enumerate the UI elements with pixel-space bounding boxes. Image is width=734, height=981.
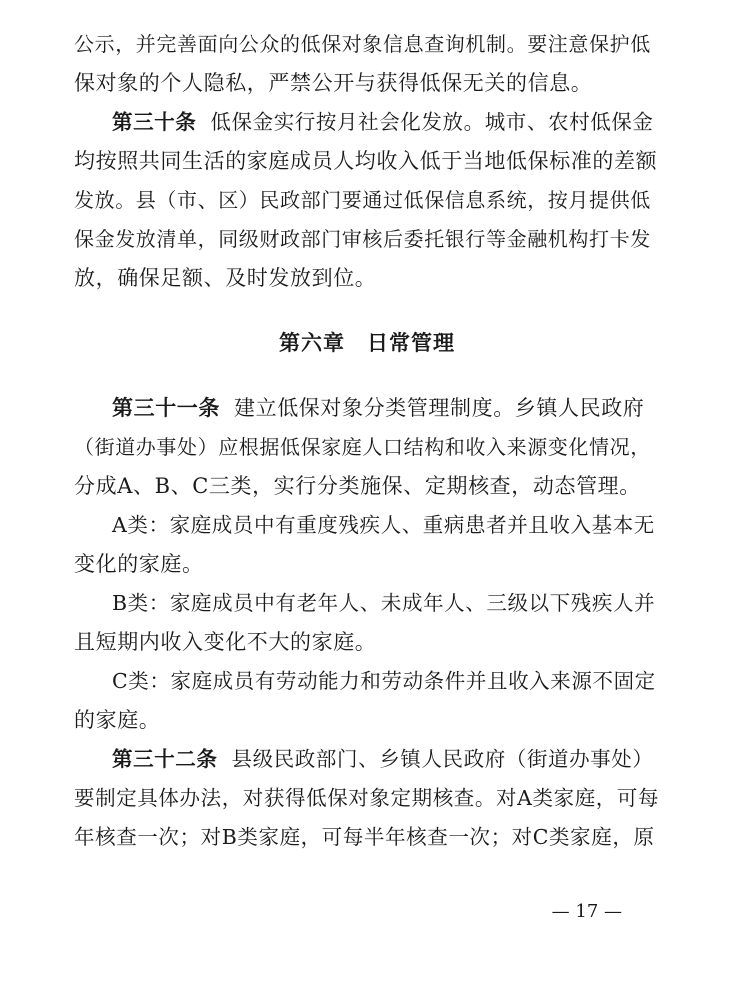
chapter-heading <box>0 329 734 357</box>
text-line: 要制定具体办法，对获得低保对象定期核查。对A类家庭，可每 <box>74 786 660 810</box>
article-number: 第三十条 <box>112 110 197 134</box>
text-line: （街道办事处）应根据低保家庭人口结构和收入来源变化情况， <box>74 435 651 459</box>
article-30-paragraph <box>112 108 654 136</box>
text-span: 低保金实行按月社会化发放。城市、农村低保金 <box>210 110 654 134</box>
text-span: 建立低保对象分类管理制度。乡镇人民政府 <box>234 396 645 420</box>
text-line: 的家庭。 <box>74 708 161 732</box>
article-32-paragraph <box>112 745 654 773</box>
text-line: 变化的家庭。 <box>74 552 204 576</box>
text-line: 公示，并完善面向公众的低保对象信息查询机制。要注意保护低 <box>74 32 651 56</box>
text-line: B类：家庭成员中有老年人、未成年人、三级以下残疾人并 <box>112 591 656 615</box>
text-span: 县级民政部门、乡镇人民政府（街道办事处） <box>231 747 654 771</box>
text-line: 且短期内收入变化不大的家庭。 <box>74 630 377 654</box>
article-31-paragraph <box>112 394 644 422</box>
text-line: 均按照共同生活的家庭成员人均收入低于当地低保标准的差额 <box>74 149 658 173</box>
chapter-number: 第六章 <box>279 331 345 355</box>
text-line: 保金发放清单，同级财政部门审核后委托银行等金融机构打卡发 <box>74 227 651 251</box>
text-line: 发放。县（市、区）民政部门要通过低保信息系统，按月提供低 <box>74 188 651 212</box>
page-number: — 17 — <box>551 901 622 922</box>
text-line: 年核查一次；对B类家庭，可每半年核查一次；对C类家庭，原 <box>74 825 655 849</box>
chapter-title: 日常管理 <box>367 331 455 355</box>
article-number: 第三十一条 <box>112 396 220 420</box>
text-line: A类：家庭成员中有重度残疾人、重病患者并且收入基本无 <box>112 513 655 537</box>
text-line: 保对象的个人隐私，严禁公开与获得低保无关的信息。 <box>74 71 593 95</box>
text-line: 放，确保足额、及时发放到位。 <box>74 266 377 290</box>
article-number: 第三十二条 <box>112 747 218 771</box>
text-line: C类：家庭成员有劳动能力和劳动条件并且收入来源不固定 <box>112 669 656 693</box>
text-line: 分成A、B、C三类，实行分类施保、定期核查，动态管理。 <box>74 474 641 498</box>
